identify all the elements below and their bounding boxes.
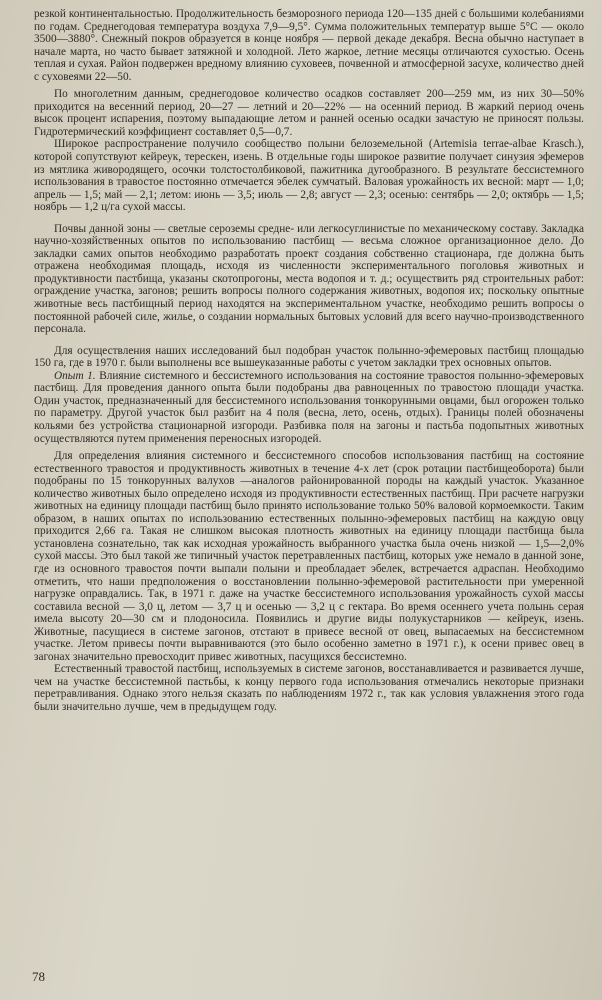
body-text — [34, 8, 584, 714]
paragraph-experiment-1 — [34, 370, 584, 445]
paragraph-soils: Почвы данной зоны — светлые сероземы средне- или легкосуглинистые по механическому составу. Закладка научно-хозяйственных опытов по использованию пастбищ — весьма сложное организационное дело. До закладки самих опытов необходимо разработать проект создания собственно стационара, где должна быть отражена необходимая площадь, исходя из численности экспериментального поголовья животных и продуктивности пастбища, указаны скотопрогоны, места водопоя и т. д.; осуществить ряд строительных работ: ограждение участка, загонов; решить вопросы полного содержания животных, водопоя их; поскольку опытные животные весь пастбищный период находятся на экспериментальном участке, необходимо решить вопросы о постоянной рабочей силе, жилье, о создании нормальных бытовых условий для всего научно-производственного персонала. — [34, 222, 584, 336]
experiment-1-text: Влияние системного и бессистемного использования на состояние травостоя полынно-эфемеровых пастбищ. Для проведения данного опыта были подобраны два равноценных по травостою площади участка. Один участок, предназначенный для бессистемного использования тонкорунными овцами, был огорожен только по параметру. Другой участок был разбит на 4 поля (весна, лето, осень, отдых). Границы полей обозначены кольями без устройства стационарной изгороди. Разбивка поля на загоны и пастьба подопытных животных осуществляются путем применения переносных изгородей. — [34, 369, 584, 445]
paragraph-precipitation: По многолетним данным, среднегодовое количество осадков составляет 200—259 мм, из них 30—50% приходится на весенний период, 20—27 — летний и 20—22% — на осенний период. В жаркий период очень высок процент испарения, поэтому выпадающие летом и ранней осенью осадки зачастую не приносят пользы. Гидротермический коэффициент составляет 0,5—0,7. — [34, 88, 584, 138]
paragraph-climate: резкой континентальностью. Продолжительность безморозного периода 120—135 дней с большими колебаниями по годам. Среднегодовая температура воздуха 7,9—9,5°. Сумма положительных температур выше 5°С — около 3500—3880°. Снежный покров образуется в конце ноября — первой декаде декабря. Весна обычно наступает в начале марта, но часто бывает затяжной и холодной. Лето жаркое, летние месяцы отличаются сухостью. Осень теплая и сухая. Район подвержен вредному влиянию суховеев, почвенной и атмосферной засухе, количество дней с суховеями 22—50. — [34, 8, 584, 83]
paragraph-vegetation: Широкое распространение получило сообщество полыни белоземельной (Artemisia terrae-albae Krasch.), которой сопутствуют кейреук, терескен, изень. В отдельные годы широкое развитие получает синузия эфемеров из мятлика живородящего, осочки толстостолбиковой, пажитника дугообразного. В результате бессистемного использования в травостое постоянно отмечается эбелек сумчатый. Валовая урожайность их весной: март — 1,0; апрель — 1,5; май — 2,1; летом: июнь — 3,5; июль — 2,8; август — 2,3; осенью: сентябрь — 2,0; октябрь — 1,5; ноябрь — 1,2 ц/га сухой массы. — [34, 138, 584, 214]
paragraph-site: Для осуществления наших исследований был подобран участок полынно-эфемеровых пастбищ площадью 150 га, где в 1970 г. были выполнены все вышеуказанные работы с учетом закладки трех основных опытов. — [34, 344, 584, 370]
paragraph-conclusion: Естественный травостой пастбищ, используемых в системе загонов, восстанавливается и развивается лучше, чем на участке бессистемной пастьбы, к концу первого года использования отмечались некоторые признаки перетравливания. Однако этого нельзя сказать по наблюдениям 1972 г., так как условия увлажнения этого года были значительно лучше, чем в предыдущем году. — [34, 663, 584, 713]
page-number: 78 — [32, 969, 45, 984]
paragraph-method: Для определения влияния системного и бессистемного способов использования пастбищ на состояние естественного травостоя и продуктивность животных в течение 4-х лет (срок ротации пастбищеоборота) были подобраны по 15 тонкорунных валухов —аналогов районированной породы на каждый участок. Указанное количество животных было определено исходя из продуктивности естественных пастбищ. При расчете нагрузки животных на единицу площади пастбищ было принято использование только 50% валовой кормоемкости. Таким образом, в наших опытах по использованию естественных полынно-эфемеровых пастбищ на каждую овцу приходится 2,66 га. Такая не слишком высокая плотность животных на единицу площади пастбища была установлена сознательно, так как исходная урожайность выбранного участка была очень низкой — 1,5—2,0% сухой массы. Это был такой же типичный участок перетравленных пастбищ, которых уже немало в данной зоне, где из основного травостоя почти выпали полыни и преобладает эбелек, встречается адраспан. Необходимо отметить, что наши предположения о восстановлении полынно-эфемеровой растительности при умеренной нагрузке оправдались. Так, в 1971 г. даже на участке бессистемного использования урожайность сухой массы составила весной — 3,0 ц, летом — 3,7 ц и осенью — 3,2 ц с гектара. Во время осеннего учета полынь серая имела высоту 20—30 см и плодоносила. Появились и другие виды полукустарников — кейреук, изень. Животные, пасущиеся в системе загонов, отстают в привесе весной от овец, выпасаемых на бессистемном участке. Летом привесы почти выравниваются (это было особенно заметно в 1971 г.), к осени привес овец в загонах значительно превосходит привес животных, пасущихся бессистемно. — [34, 450, 584, 663]
experiment-lead: Опыт 1. — [54, 369, 96, 382]
